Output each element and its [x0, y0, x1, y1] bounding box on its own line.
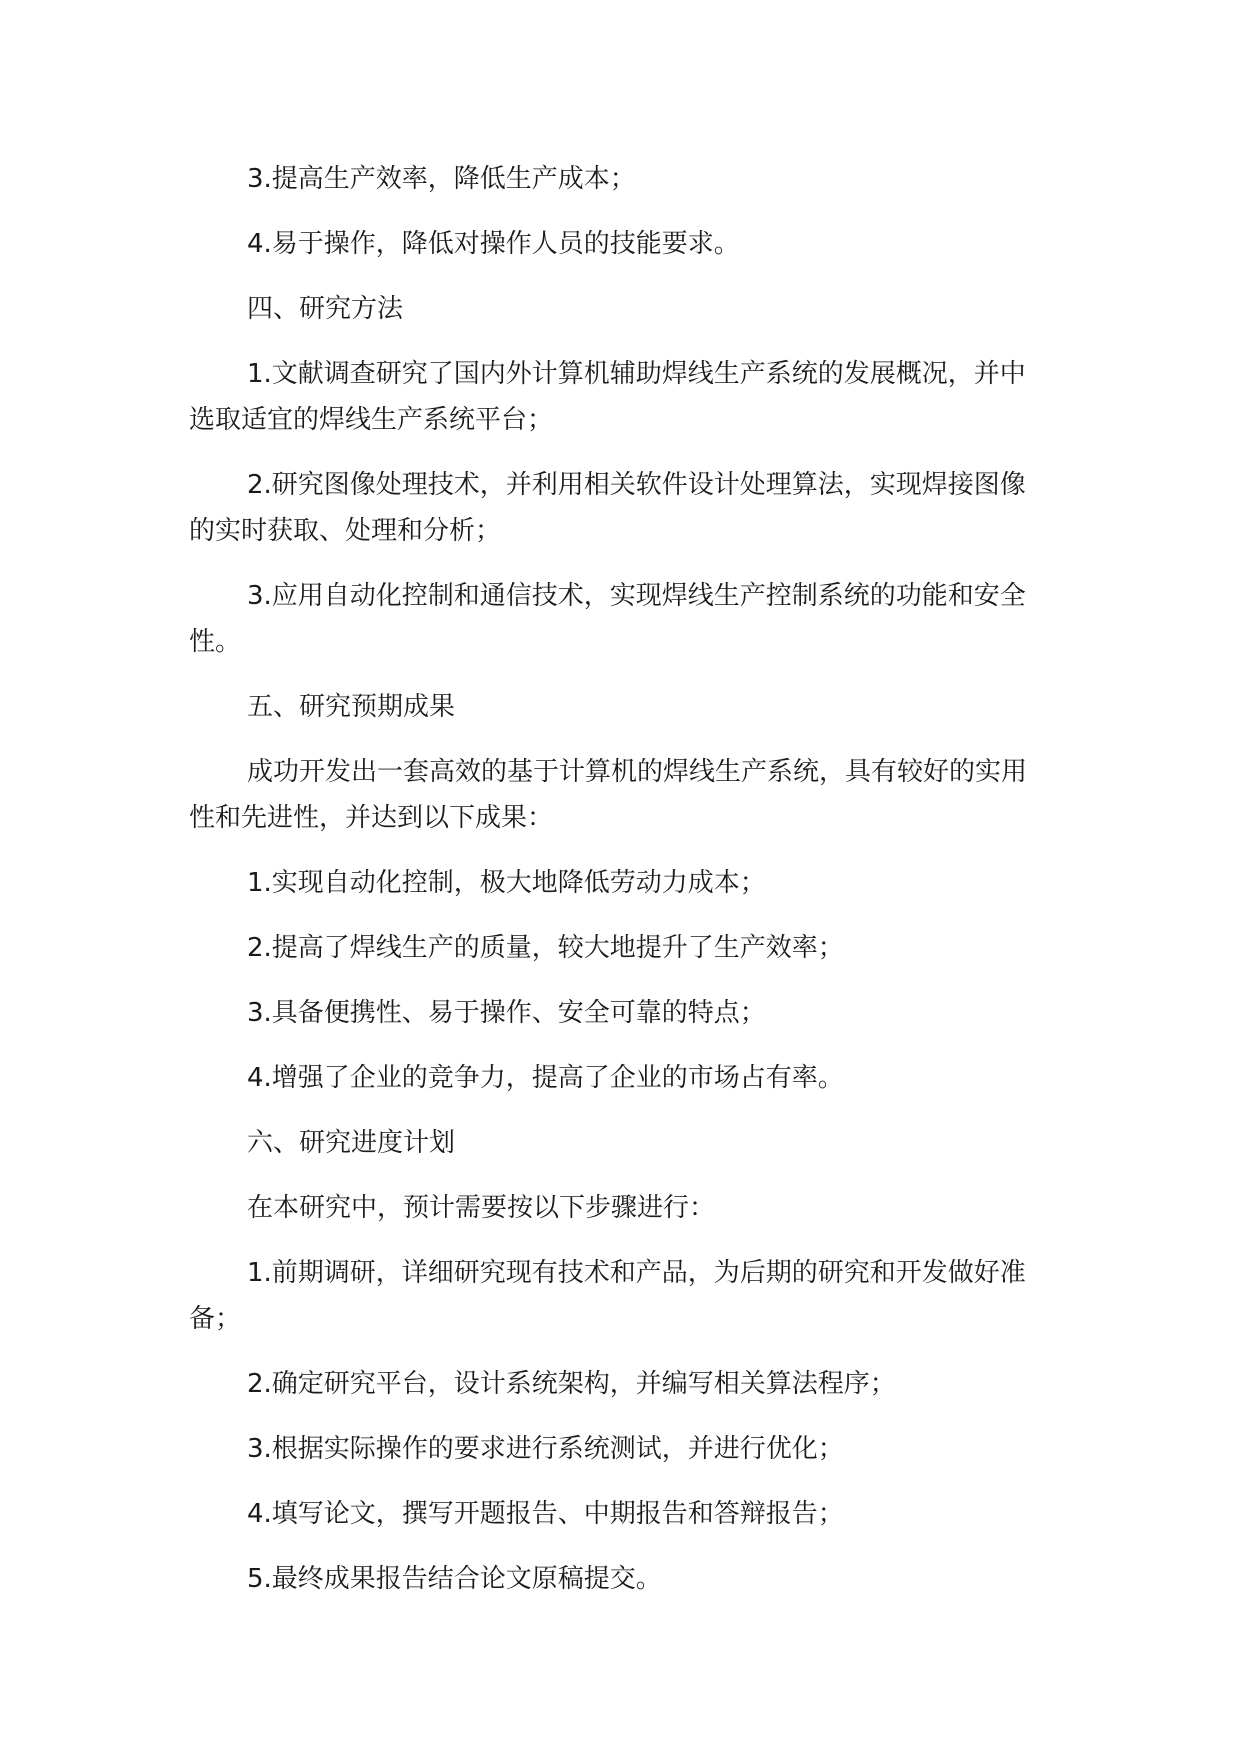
section-heading-methods: 四、研究方法: [247, 294, 404, 324]
list-item-ease-of-use: 4.易于操作，降低对操作人员的技能要求。: [247, 229, 740, 259]
list-item-efficiency: 3.提高生产效率，降低生产成本；: [247, 164, 636, 194]
method-item-1: 1.文献调查研究了国内外计算机辅助焊线生产系统的发展概况，并中选取适宜的焊线生产系统平台；: [189, 359, 1026, 435]
result-item-3: 3.具备便携性、易于操作、安全可靠的特点；: [247, 998, 766, 1028]
document-body: [189, 156, 1049, 1621]
schedule-item-1: 1.前期调研，详细研究现有技术和产品，为后期的研究和开发做好准备；: [189, 1258, 1026, 1334]
schedule-item-3: 3.根据实际操作的要求进行系统测试，并进行优化；: [247, 1434, 844, 1464]
result-item-2: 2.提高了焊线生产的质量，较大地提升了生产效率；: [247, 933, 844, 963]
schedule-item-2: 2.确定研究平台，设计系统架构，并编写相关算法程序；: [247, 1369, 896, 1399]
method-item-2: 2.研究图像处理技术，并利用相关软件设计处理算法，实现焊接图像的实时获取、处理和分析；: [189, 470, 1026, 546]
section-heading-expected-results: 五、研究预期成果: [247, 692, 456, 722]
result-item-1: 1.实现自动化控制，极大地降低劳动力成本；: [247, 868, 766, 898]
schedule-item-4: 4.填写论文，撰写开题报告、中期报告和答辩报告；: [247, 1499, 844, 1529]
result-item-4: 4.增强了企业的竞争力，提高了企业的市场占有率。: [247, 1063, 844, 1093]
schedule-item-5: 5.最终成果报告结合论文原稿提交。: [247, 1564, 662, 1594]
expected-results-intro: 成功开发出一套高效的基于计算机的焊线生产系统，具有较好的实用性和先进性，并达到以下成果：: [189, 757, 1028, 833]
section-heading-schedule: 六、研究进度计划: [247, 1128, 456, 1158]
method-item-3: 3.应用自动化控制和通信技术，实现焊线生产控制系统的功能和安全性。: [189, 581, 1026, 657]
schedule-intro: 在本研究中，预计需要按以下步骤进行：: [247, 1193, 716, 1223]
